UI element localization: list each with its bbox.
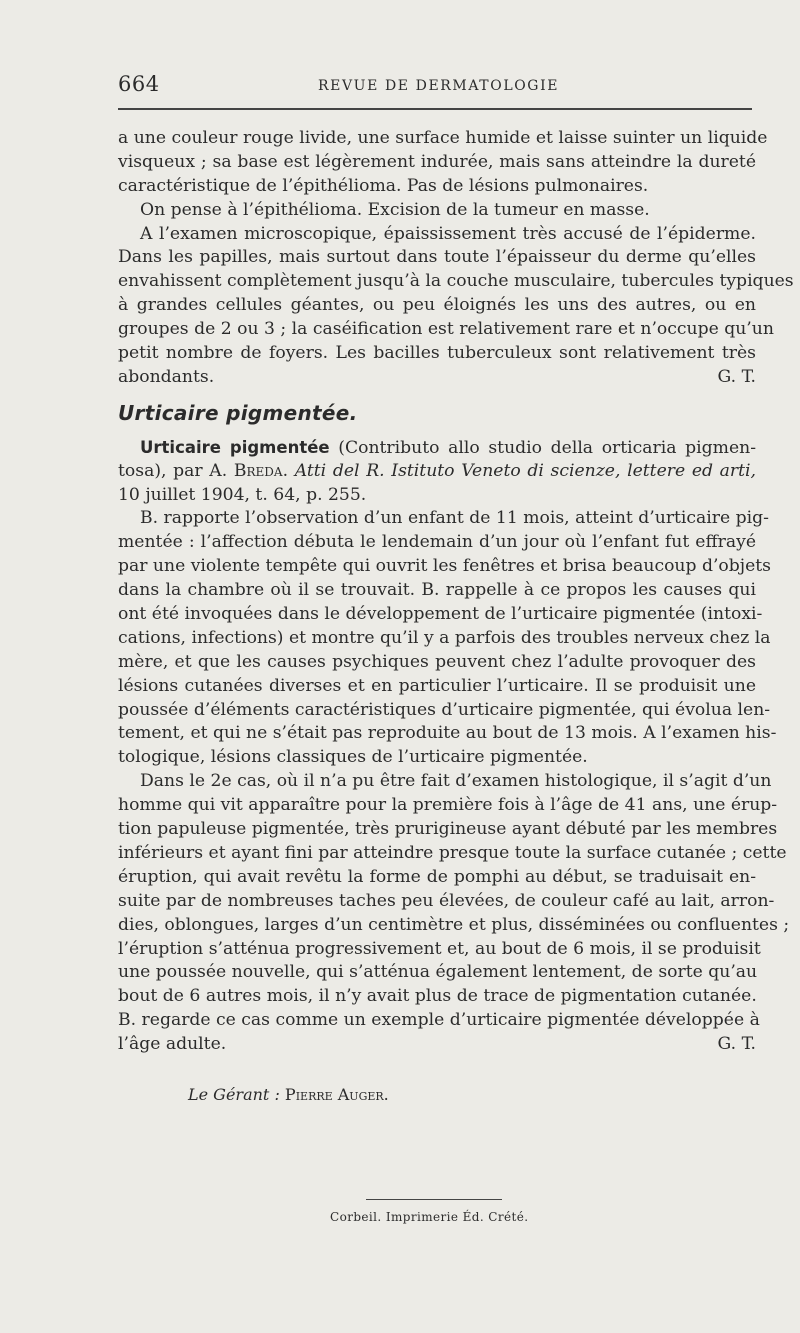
- reference-line: [118, 460, 756, 484]
- text-line: tologique, lésions classiques de l’urticaire pigmentée.: [118, 747, 588, 768]
- section-title: Urticaire pigmentée.: [118, 400, 358, 425]
- gerant-signature: [188, 1085, 389, 1104]
- text-line: cations, infections) et montre qu’il y a parfois des troubles nerveux chez la: [118, 627, 771, 648]
- text-line: Dans les papilles, mais surtout dans toute l’épaisseur du derme qu’elles: [118, 247, 756, 268]
- text-line: tion papuleuse pigmentée, très prurigineuse ayant débuté par les membres: [118, 819, 778, 840]
- text-line: visqueux ; sa base est légèrement indurée, mais sans atteindre la dureté: [118, 151, 756, 172]
- author-initials: G. T.: [717, 1034, 756, 1055]
- text-line: B. regarde ce cas comme un exemple d’urticaire pigmentée développée à: [118, 1010, 760, 1031]
- reference-line: [118, 436, 756, 460]
- text-line: groupes de 2 ou 3 ; la caséification est relativement rare et n’occupe qu’un: [118, 319, 774, 340]
- text-line: poussée d’éléments caractéristiques d’urticaire pigmentée, qui évolua len-: [118, 699, 771, 720]
- text-line: à grandes cellules géantes, ou peu éloignés les uns des autres, ou en: [118, 295, 756, 316]
- text-line: ont été invoquées dans le développement de l’urticaire pigmentée (intoxi-: [118, 604, 763, 625]
- text-line: suite par de nombreuses taches peu élevées, de couleur café au lait, arron-: [118, 890, 775, 911]
- header-rule: [118, 108, 752, 110]
- text-line: [118, 366, 756, 390]
- text-line: mentée : l’affection débuta le lendemain d’un jour où l’enfant fut effrayé: [118, 532, 756, 553]
- text-line: A l’examen microscopique, épaississement très accusé de l’épiderme.: [140, 223, 756, 244]
- reference-author: Breda: [233, 460, 283, 481]
- reference-text: tosa), par A.: [118, 460, 228, 481]
- reference-title: Urticaire pigmentée: [140, 437, 330, 457]
- reference-journal: Atti del R. Istituto Veneto di scienze, lettere ed arti,: [294, 460, 756, 481]
- text-line: dies, oblongues, larges d’un centimètre et plus, disséminées ou confluentes ;: [118, 914, 790, 935]
- text-line: une poussée nouvelle, qui s’atténua également lentement, de sorte qu’au: [118, 962, 758, 983]
- page-number: 664: [118, 72, 160, 96]
- text-line: dans la chambre où il se trouvait. B. rappelle à ce propos les causes qui: [118, 580, 756, 601]
- page-header: [118, 72, 754, 104]
- text-line: bout de 6 autres mois, il n’y avait plus de trace de pigmentation cutanée.: [118, 986, 757, 1007]
- reference-text: .: [282, 460, 289, 481]
- text-line: mère, et que les causes psychiques peuvent chez l’adulte provoquer des: [118, 651, 756, 672]
- text-line: caractéristique de l’épithélioma. Pas de lésions pulmonaires.: [118, 175, 649, 196]
- reference-text: (Contributo allo studio della orticaria pigmen-: [338, 437, 756, 458]
- text-line: petit nombre de foyers. Les bacilles tuberculeux sont relativement très: [118, 343, 756, 364]
- text-line: tement, et qui ne s’était pas reproduite au bout de 13 mois. A l’examen his-: [118, 723, 777, 744]
- text-line: envahissent complètement jusqu’à la couche musculaire, tubercules typiques: [118, 271, 794, 292]
- printer-imprint: Corbeil. Imprimerie Éd. Crété.: [330, 1210, 529, 1224]
- text-line: [118, 1033, 756, 1057]
- text-line: Dans le 2e cas, où il n’a pu être fait d’examen histologique, il s’agit d’un: [140, 771, 772, 792]
- text-line: éruption, qui avait revêtu la forme de pomphi au début, se traduisait en-: [118, 866, 756, 887]
- text-line: B. rapporte l’observation d’un enfant de 11 mois, atteint d’urticaire pig-: [140, 508, 769, 529]
- text-line: par une violente tempête qui ouvrit les fenêtres et brisa beaucoup d’objets: [118, 556, 772, 577]
- gerant-label: Le Gérant :: [188, 1085, 280, 1104]
- paragraph-end-text: abondants.: [118, 366, 215, 387]
- text-line: lésions cutanées diverses et en particulier l’urticaire. Il se produisit une: [118, 675, 756, 696]
- text-line: inférieurs et ayant fini par atteindre presque toute la surface cutanée ; cette: [118, 842, 787, 863]
- running-title: REVUE DE DERMATOLOGIE: [318, 78, 560, 94]
- article-body: [118, 127, 794, 1057]
- text-line: homme qui vit apparaître pour la première fois à l’âge de 41 ans, une érup-: [118, 795, 778, 816]
- text-line: l’éruption s’atténua progressivement et, au bout de 6 mois, il se produisit: [118, 938, 761, 959]
- paragraph-end-text: l’âge adulte.: [118, 1034, 227, 1055]
- author-initials: G. T.: [717, 366, 756, 387]
- text-line: a une couleur rouge livide, une surface humide et laisse suinter un liquide: [118, 128, 768, 148]
- reference-line: 10 juillet 1904, t. 64, p. 255.: [118, 484, 367, 505]
- text-line: On pense à l’épithélioma. Excision de la tumeur en masse.: [140, 199, 650, 220]
- gerant-name: Pierre Auger.: [284, 1085, 389, 1104]
- footer-rule: [366, 1199, 502, 1200]
